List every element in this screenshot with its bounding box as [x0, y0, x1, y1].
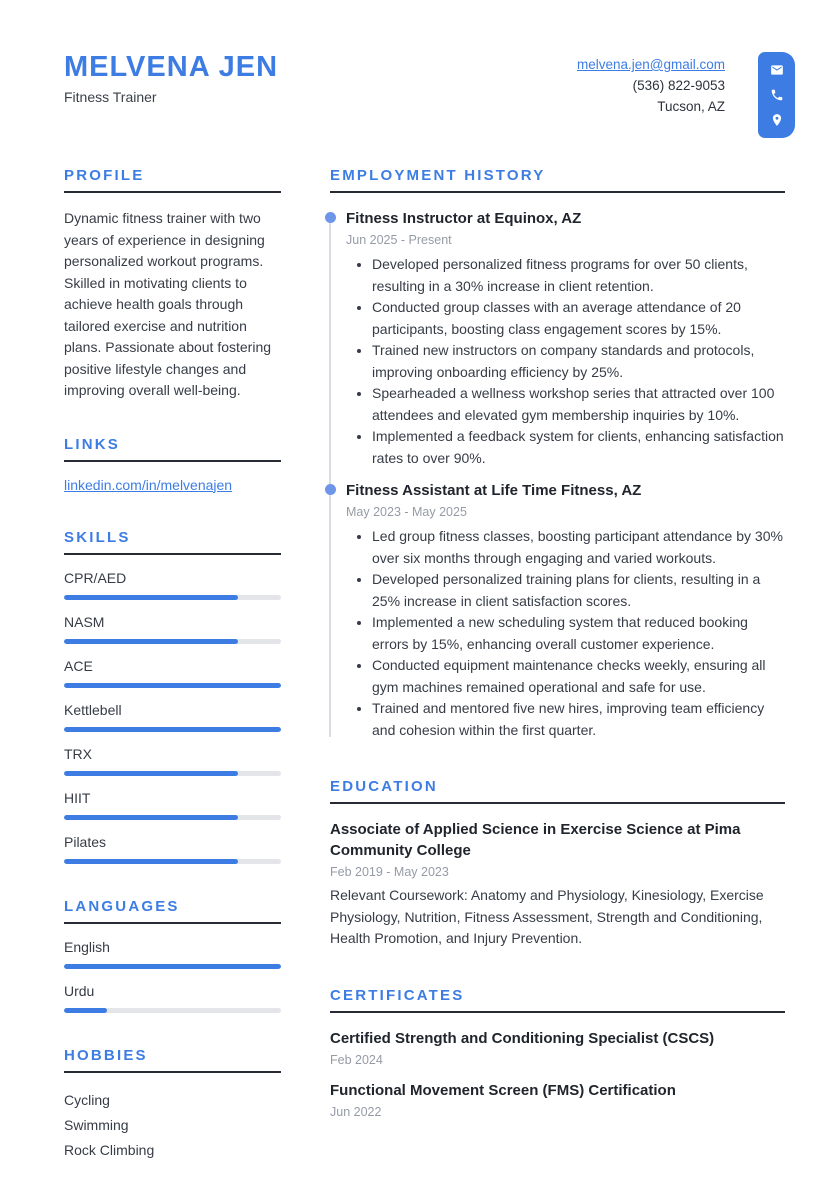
- main-column: [330, 167, 785, 1178]
- certificate-title: Functional Movement Screen (FMS) Certification: [330, 1081, 676, 1099]
- location-icon: [770, 113, 784, 127]
- job-entry: [346, 208, 785, 469]
- skill-name: HIIT: [64, 789, 91, 806]
- skill-item: [64, 983, 281, 1013]
- skill-bar: [64, 964, 281, 969]
- job-bullet: • Developed personalized fitness programs for over 50 clients, resulting in a 30% increase in client retention.: [372, 254, 785, 297]
- job-bullet: • Spearheaded a wellness workshop series that attracted over 100 attendees and elevated gym membership inquiries by 10%.: [372, 383, 785, 426]
- timeline-line: [329, 216, 331, 737]
- skill-name: TRX: [64, 745, 92, 762]
- certificates-heading: CERTIFICATES: [330, 987, 785, 1013]
- certificate-entry: [330, 1028, 785, 1067]
- profile-text: Dynamic fitness trainer with two years of experience in designing personalized workout programs. Skilled in motivating clients to achieve health goals through tailored exercise and nutrition plans. Passionate about fostering positive lifestyle changes and improving overall well-being.: [64, 210, 272, 398]
- person-job-title: Fitness Trainer: [64, 89, 157, 105]
- skill-bar: [64, 771, 281, 776]
- skill-bar: [64, 859, 281, 864]
- skill-bar: [64, 815, 281, 820]
- skills-list: [64, 570, 281, 864]
- hobbies-heading: HOBBIES: [64, 1047, 281, 1073]
- certificate-dates: Feb 2024: [330, 1052, 383, 1067]
- header: [64, 52, 785, 137]
- job-bullet: • Implemented a feedback system for clients, enhancing satisfaction rates to over 90%.: [372, 426, 785, 469]
- profile-link[interactable]: linkedin.com/in/melvenajen: [64, 476, 233, 493]
- skill-bar-fill: [64, 771, 238, 776]
- skill-item: [64, 939, 281, 969]
- hobby-item: Swimming: [64, 1116, 129, 1133]
- skill-item: [64, 790, 281, 820]
- email-icon: [770, 63, 784, 77]
- skill-bar: [64, 727, 281, 732]
- skill-bar-fill: [64, 815, 238, 820]
- skill-item: [64, 614, 281, 644]
- job-title: Fitness Assistant at Life Time Fitness, AZ: [346, 482, 642, 499]
- hobby-item: Rock Climbing: [64, 1141, 155, 1158]
- job-bullet: • Led group fitness classes, boosting participant attendance by 30% over six months through engaging and varied workouts.: [372, 526, 785, 569]
- degree-title: Associate of Applied Science in Exercise Science at Pima Community College: [330, 821, 741, 859]
- education-dates: Feb 2019 - May 2023: [330, 865, 449, 879]
- skill-item: [64, 658, 281, 688]
- skill-bar: [64, 683, 281, 688]
- languages-heading: LANGUAGES: [64, 898, 281, 924]
- hobby-item: Cycling: [64, 1091, 110, 1108]
- skill-bar-fill: [64, 964, 281, 969]
- education-section: [330, 778, 785, 950]
- identity-block: [64, 52, 278, 137]
- education-heading: EDUCATION: [330, 778, 785, 804]
- job-bullet: • Conducted equipment maintenance checks weekly, ensuring all gym machines remained operational and safe for use.: [372, 655, 785, 698]
- skill-bar: [64, 639, 281, 644]
- skill-name: English: [64, 938, 110, 955]
- job-bullet: • Implemented a new scheduling system that reduced booking errors by 15%, enhancing overall customer experience.: [372, 612, 785, 655]
- skill-name: Pilates: [64, 833, 107, 850]
- skill-name: NASM: [64, 613, 105, 630]
- contact-phone: (536) 822-9053: [632, 78, 725, 93]
- job-entry: [346, 480, 785, 741]
- hobbies-section: [64, 1047, 281, 1163]
- certificate-entry: [330, 1080, 785, 1119]
- contact-email-row: [577, 54, 725, 75]
- person-name: MELVENA JEN: [64, 51, 279, 83]
- employment-heading: EMPLOYMENT HISTORY: [330, 167, 785, 193]
- job-bullet: • Developed personalized training plans for clients, resulting in a 25% increase in client satisfaction scores.: [372, 569, 785, 612]
- profile-section: [64, 167, 281, 402]
- employment-section: [330, 167, 785, 741]
- certificates-section: [330, 987, 785, 1119]
- job-bullet: • Conducted group classes with an average attendance of 20 participants, boosting class engagement scores by 15%.: [372, 297, 785, 340]
- links-list: [64, 477, 281, 495]
- skill-name: Urdu: [64, 982, 95, 999]
- education-description: Relevant Coursework: Anatomy and Physiology, Kinesiology, Exercise Physiology, Nutrition, Fitness Assessment, Strength and Conditioning, Health Promotion, and Injury Prevention.: [330, 887, 764, 946]
- profile-heading: PROFILE: [64, 167, 281, 193]
- skill-bar: [64, 1008, 281, 1013]
- skill-bar-fill: [64, 859, 238, 864]
- sidebar: [64, 167, 281, 1178]
- certificate-title: Certified Strength and Conditioning Specialist (CSCS): [330, 1029, 715, 1047]
- job-title: Fitness Instructor at Equinox, AZ: [346, 210, 582, 227]
- skill-item: [64, 746, 281, 776]
- skill-name: CPR/AED: [64, 569, 127, 586]
- content-columns: [64, 167, 785, 1178]
- skill-bar-fill: [64, 1008, 107, 1013]
- certificates-list: [330, 1028, 785, 1119]
- hobbies-list: [64, 1088, 281, 1163]
- skill-name: ACE: [64, 657, 93, 674]
- languages-section: [64, 898, 281, 1013]
- links-section: [64, 436, 281, 495]
- job-bullets: [346, 254, 785, 469]
- job-bullet: • Trained and mentored five new hires, improving team efficiency and cohesion within the first quarter.: [372, 698, 785, 741]
- phone-icon: [770, 88, 784, 102]
- skill-bar-fill: [64, 639, 238, 644]
- contact-location: Tucson, AZ: [657, 99, 725, 114]
- links-heading: LINKS: [64, 436, 281, 462]
- skills-heading: SKILLS: [64, 529, 281, 555]
- certificate-dates: Jun 2022: [330, 1104, 382, 1119]
- timeline-dot: [325, 212, 336, 223]
- skill-item: [64, 570, 281, 600]
- education-list: [330, 819, 785, 950]
- employment-timeline: [330, 208, 785, 741]
- skills-section: [64, 529, 281, 864]
- job-dates: May 2023 - May 2025: [346, 505, 467, 519]
- job-dates: Jun 2025 - Present: [346, 233, 452, 247]
- skill-name: Kettlebell: [64, 701, 122, 718]
- skill-item: [64, 702, 281, 732]
- skill-bar-fill: [64, 595, 238, 600]
- timeline-dot: [325, 484, 336, 495]
- education-entry: [330, 819, 785, 950]
- skill-bar-fill: [64, 727, 281, 732]
- languages-list: [64, 939, 281, 1013]
- skill-bar-fill: [64, 683, 281, 688]
- contact-block: [577, 52, 785, 137]
- email-link[interactable]: melvena.jen@gmail.com: [576, 57, 725, 72]
- contact-icon-panel: [758, 52, 795, 138]
- skill-bar: [64, 595, 281, 600]
- skill-item: [64, 834, 281, 864]
- job-bullet: • Trained new instructors on company standards and protocols, improving onboarding efficiency by 25%.: [372, 340, 785, 383]
- job-bullets: [346, 526, 785, 741]
